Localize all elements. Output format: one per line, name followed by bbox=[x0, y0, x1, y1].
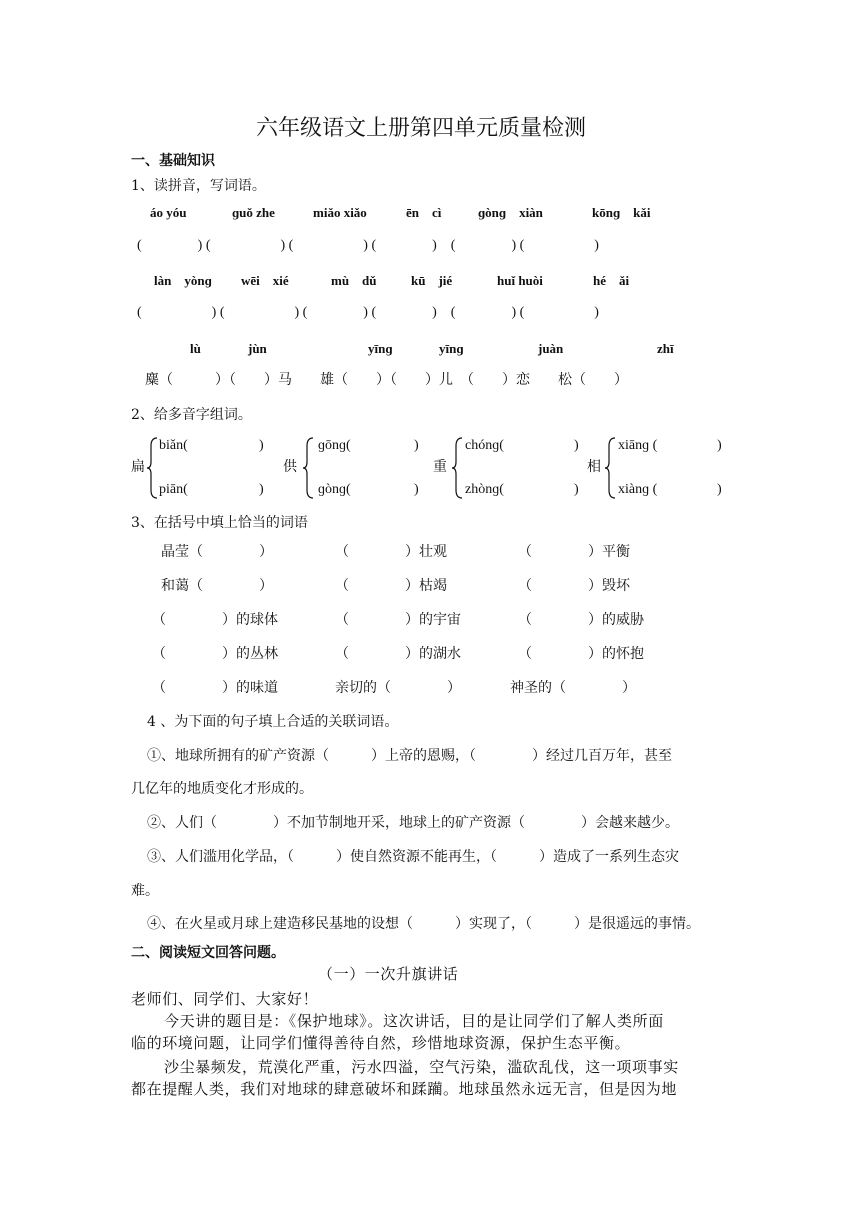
polyphone-char: 相 bbox=[587, 459, 601, 475]
close-paren[interactable]: ) bbox=[574, 482, 579, 497]
pinyin: juàn bbox=[538, 341, 564, 356]
pinyin-reading: chónɡ( bbox=[465, 438, 504, 453]
pinyin: kū jié bbox=[411, 273, 453, 288]
pinyin: lù bbox=[190, 341, 201, 356]
pinyin: mù dǔ bbox=[331, 273, 377, 288]
fill-phrase[interactable]: （ ）的湖水 bbox=[335, 646, 461, 662]
pinyin-reading: ɡōnɡ( bbox=[318, 438, 351, 453]
question-4-prompt: 4 、为下面的句子填上合适的关联词语。 bbox=[147, 714, 399, 730]
pinyin: làn yònɡ bbox=[154, 273, 212, 288]
sentence-3-cont: 难。 bbox=[131, 883, 159, 899]
close-paren[interactable]: ) bbox=[717, 482, 722, 497]
pinyin: ɡònɡ xiàn bbox=[478, 205, 543, 220]
pinyin: jùn bbox=[248, 341, 267, 356]
question-3-prompt: 3、在括号中填上恰当的词语 bbox=[131, 515, 308, 531]
sentence-4[interactable]: ④、在火星或月球上建造移民基地的设想（ ）实现了，（ ）是很遥远的事情。 bbox=[147, 916, 700, 932]
brace-icon bbox=[450, 436, 464, 500]
pinyin-reading: ɡònɡ( bbox=[318, 482, 351, 497]
pinyin: huǐ huòi bbox=[497, 273, 543, 288]
answer-brackets-row[interactable]: ( ) ( ) ( ) ( ) ( ) ( ) bbox=[137, 238, 599, 253]
close-paren[interactable]: ) bbox=[414, 482, 419, 497]
pinyin-reading: biǎn( bbox=[159, 438, 188, 453]
pinyin: yīnɡ bbox=[368, 341, 393, 356]
question-2-prompt: 2、给多音字组词。 bbox=[131, 407, 252, 423]
fill-phrase[interactable]: 晶莹（ ） bbox=[161, 544, 273, 560]
question-1-prompt: 1、读拼音，写词语。 bbox=[131, 178, 266, 194]
brace-icon bbox=[145, 436, 159, 500]
pinyin: miǎo xiǎo bbox=[313, 205, 367, 220]
pinyin: yīnɡ bbox=[439, 341, 464, 356]
answer-brackets-row[interactable]: ( ) ( ) ( ) ( ) ( ) ( ) bbox=[137, 305, 599, 320]
brace-icon bbox=[603, 436, 617, 500]
polyphone-char: 重 bbox=[433, 459, 447, 475]
passage-line: 沙尘暴频发，荒漠化严重，污水四溢，空气污染，滥砍乱伐，这一项项事实 bbox=[164, 1058, 679, 1076]
pinyin: hé ǎi bbox=[593, 273, 630, 288]
polyphone-char: 供 bbox=[283, 459, 297, 475]
fill-phrase[interactable]: （ ）枯竭 bbox=[335, 578, 447, 594]
fill-phrase[interactable]: 和蔼（ ） bbox=[161, 578, 273, 594]
fill-phrase[interactable]: （ ）的丛林 bbox=[152, 646, 278, 662]
close-paren[interactable]: ) bbox=[574, 438, 579, 453]
fill-phrase[interactable]: （ ）的味道 bbox=[152, 680, 278, 696]
pinyin: ēn cì bbox=[406, 205, 442, 220]
fill-phrase[interactable]: 亲切的（ ） bbox=[335, 680, 461, 696]
fill-phrase[interactable]: （ ）的怀抱 bbox=[518, 646, 644, 662]
close-paren[interactable]: ) bbox=[259, 438, 264, 453]
passage-line: 临的环境问题，让同学们懂得善待自然，珍惜地球资源，保护生态平衡。 bbox=[131, 1034, 631, 1052]
sentence-2[interactable]: ②、人们（ ）不加节制地开采，地球上的矿产资源（ ）会越来越少。 bbox=[147, 815, 679, 831]
section-heading-basics: 一、基础知识 bbox=[131, 153, 215, 169]
pinyin-reading: piān( bbox=[159, 482, 188, 497]
fill-phrase[interactable]: （ ）的威胁 bbox=[518, 612, 644, 628]
close-paren[interactable]: ) bbox=[414, 438, 419, 453]
fill-phrase[interactable]: （ ）的宇宙 bbox=[335, 612, 461, 628]
sentence-3[interactable]: ③、人们滥用化学品，（ ）使自然资源不能再生，（ ）造成了一系列生态灾 bbox=[147, 849, 679, 865]
pinyin: zhī bbox=[657, 341, 674, 356]
close-paren[interactable]: ) bbox=[717, 438, 722, 453]
passage-line: 今天讲的题目是：《保护地球》。这次讲话，目的是让同学们了解人类所面 bbox=[164, 1012, 664, 1030]
section-heading-reading: 二、阅读短文回答问题。 bbox=[131, 945, 285, 961]
pinyin: ɡuǒ zhe bbox=[232, 205, 275, 220]
passage-line: 都在提醒人类，我们对地球的肆意破坏和蹂躏。地球虽然永远无言，但是因为地 bbox=[131, 1080, 678, 1098]
fill-phrase[interactable]: （ ）平衡 bbox=[518, 544, 630, 560]
passage-greeting: 老师们、同学们、大家好！ bbox=[131, 990, 319, 1008]
page-title: 六年级语文上册第四单元质量检测 bbox=[256, 116, 587, 141]
pinyin-reading: zhònɡ( bbox=[465, 482, 504, 497]
fill-phrase[interactable]: （ ）的球体 bbox=[152, 612, 278, 628]
close-paren[interactable]: ) bbox=[259, 482, 264, 497]
polyphone-char: 扁 bbox=[131, 459, 145, 475]
pinyin: kōnɡ kǎi bbox=[592, 205, 651, 220]
fill-phrase[interactable]: （ ）毁坏 bbox=[518, 578, 630, 594]
pinyin-reading: xiānɡ ( bbox=[618, 438, 658, 453]
fill-phrase[interactable]: 神圣的（ ） bbox=[510, 680, 636, 696]
sentence-1[interactable]: ①、地球所拥有的矿产资源（ ）上帝的恩赐，（ ）经过几百万年，甚至 bbox=[147, 748, 672, 764]
fill-phrase[interactable]: （ ）壮观 bbox=[335, 544, 447, 560]
pinyin-reading: xiànɡ ( bbox=[618, 482, 658, 497]
pinyin: wēi xié bbox=[241, 273, 289, 288]
pinyin: áo yóu bbox=[150, 205, 187, 220]
passage-title: （一）一次升旗讲话 bbox=[318, 965, 459, 983]
fill-words-row[interactable]: 麋（ ）（ ）马 雄（ ）（ ）儿 （ ）恋 松（ ） bbox=[145, 372, 628, 388]
sentence-1-cont: 几亿年的地质变化才形成的。 bbox=[131, 781, 313, 797]
brace-icon bbox=[301, 436, 315, 500]
